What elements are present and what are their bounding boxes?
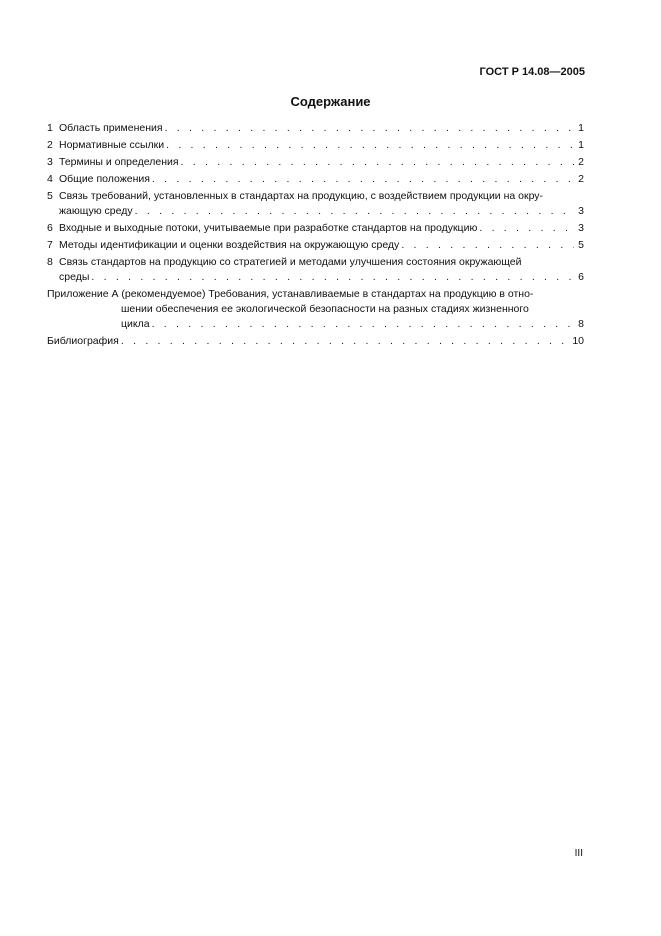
toc-entry-7[interactable] [47, 238, 584, 253]
toc-entry-number: 6 [47, 222, 53, 234]
toc-appendix-line2: шении обеспечения ее экологической безопасности на разных стадиях жизненного [121, 303, 529, 315]
toc-entry-5[interactable] [47, 189, 584, 219]
toc-entry-title: Методы идентификации и оценки воздействия на окружающую среду [59, 239, 400, 251]
toc-entry-6[interactable] [47, 221, 584, 236]
leader-dots [135, 204, 574, 219]
page-number: III [574, 848, 583, 859]
toc-appendix-line3: цикла [121, 318, 150, 330]
toc-entry-title: Библиография [47, 335, 119, 347]
leader-dots [121, 334, 570, 349]
toc-title: Содержание [290, 94, 371, 109]
leader-dots [91, 270, 574, 285]
toc-entry-page: 2 [578, 173, 584, 185]
toc-entry-3[interactable] [47, 155, 584, 170]
toc-entry-title-line1: Связь стандартов на продукцию со стратегией и методами улучшения состояния окружающей [59, 256, 522, 268]
toc-entry-page: 3 [578, 205, 584, 217]
toc-entry-appendix-a[interactable] [47, 287, 584, 332]
toc-entry-title-line2: среды [59, 271, 90, 283]
toc-entry-page: 10 [572, 335, 584, 347]
toc-entry-page: 5 [578, 239, 584, 251]
toc-entry-title: Нормативные ссылки [59, 139, 165, 151]
toc-entry-number: 7 [47, 239, 53, 251]
toc-entry-page: 1 [578, 139, 584, 151]
toc-entry-page: 6 [578, 271, 584, 283]
toc-entry-page: 2 [578, 156, 584, 168]
leader-dots [181, 155, 574, 170]
leader-dots [152, 172, 574, 187]
toc-entry-number: 3 [47, 156, 53, 168]
toc-entry-number: 8 [47, 256, 53, 268]
toc-entry-number: 4 [47, 173, 53, 185]
toc-entry-title: Термины и определения [59, 156, 179, 168]
toc-entry-number: 5 [47, 190, 53, 202]
toc-entry-page: 1 [578, 122, 584, 134]
toc-entry-title: Общие положения [59, 173, 150, 185]
document-code: ГОСТ Р 14.08—2005 [479, 66, 585, 78]
toc-entry-2[interactable] [47, 138, 584, 153]
toc-entry-title-line1: Связь требований, установленных в стандартах на продукцию, с воздействием продукции на окру- [59, 190, 544, 202]
toc-appendix-line1: Приложение А (рекомендуемое) Требования, устанавливаемые в стандартах на продукцию в отно- [47, 288, 534, 300]
leader-dots [401, 238, 574, 253]
toc-entry-title-line2: жающую среду [59, 205, 133, 217]
leader-dots [152, 317, 574, 332]
leader-dots [165, 121, 574, 136]
toc-entry-page: 8 [578, 318, 584, 330]
toc-entry-8[interactable] [47, 255, 584, 285]
toc-entry-page: 3 [578, 222, 584, 234]
toc-entry-title: Входные и выходные потоки, учитываемые при разработке стандартов на продукцию [59, 222, 478, 234]
toc-entry-1[interactable] [47, 121, 584, 136]
toc-entry-number: 1 [47, 122, 53, 134]
table-of-contents [47, 121, 584, 351]
leader-dots [166, 138, 574, 153]
toc-entry-title: Область применения [59, 122, 163, 134]
leader-dots [479, 221, 574, 236]
toc-entry-number: 2 [47, 139, 53, 151]
toc-entry-bibliography[interactable] [47, 334, 584, 349]
toc-entry-4[interactable] [47, 172, 584, 187]
